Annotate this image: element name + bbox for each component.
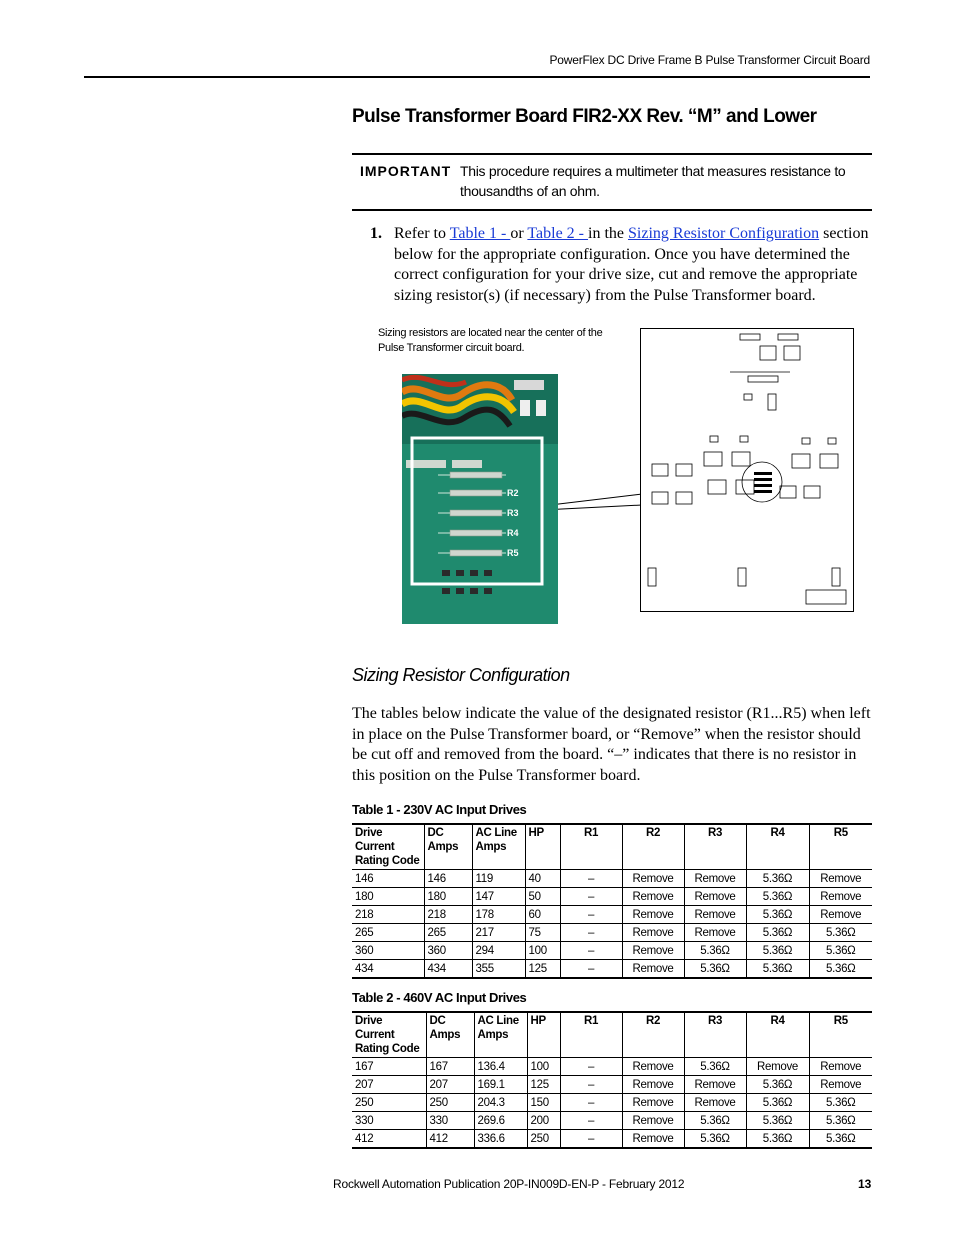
- table-cell: Remove: [809, 870, 872, 888]
- table-1-caption: Table 1 - 230V AC Input Drives: [352, 802, 527, 817]
- table-cell: 5.36Ω: [809, 960, 872, 979]
- table-cell: Remove: [809, 1076, 872, 1094]
- table-cell: 434: [424, 960, 472, 979]
- step-text-part: in the: [588, 225, 629, 242]
- table-cell: 5.36Ω: [746, 888, 809, 906]
- photo-label: R3: [507, 508, 519, 518]
- important-label: IMPORTANT: [360, 163, 452, 179]
- table-cell: 100: [527, 1058, 560, 1076]
- table-cell: 136.4: [474, 1058, 527, 1076]
- table-row: [352, 1094, 872, 1112]
- table-cell: Remove: [622, 1076, 684, 1094]
- table-cell: 218: [352, 906, 424, 924]
- table-cell: –: [560, 1112, 622, 1130]
- table-header-row: [352, 824, 872, 870]
- table-row: [352, 1130, 872, 1149]
- running-header: PowerFlex DC Drive Frame B Pulse Transformer Circuit Board: [549, 53, 870, 67]
- table-cell: –: [560, 942, 622, 960]
- table-cell: 5.36Ω: [684, 1130, 746, 1149]
- sizing-resistor-configuration-link[interactable]: Sizing Resistor Configuration: [628, 225, 820, 242]
- important-box: [352, 153, 872, 211]
- table-cell: 5.36Ω: [684, 1112, 746, 1130]
- table-cell: 5.36Ω: [809, 942, 872, 960]
- column-header: R2: [622, 824, 684, 870]
- table-cell: 5.36Ω: [746, 906, 809, 924]
- table-cell: 5.36Ω: [746, 1130, 809, 1149]
- table-cell: Remove: [622, 960, 684, 979]
- column-header: HP: [527, 1012, 560, 1058]
- table-cell: Remove: [746, 1058, 809, 1076]
- table-cell: 434: [352, 960, 424, 979]
- table-cell: 5.36Ω: [746, 1076, 809, 1094]
- table-row: [352, 1076, 872, 1094]
- table-cell: Remove: [809, 888, 872, 906]
- step-number: 1.: [370, 225, 382, 242]
- photo-label: R4: [507, 528, 519, 538]
- table-cell: Remove: [622, 870, 684, 888]
- table-1-link[interactable]: Table 1 -: [449, 225, 511, 242]
- table-cell: 5.36Ω: [684, 1058, 746, 1076]
- table-cell: Remove: [622, 942, 684, 960]
- table-cell: 218: [424, 906, 472, 924]
- table-cell: Remove: [684, 888, 746, 906]
- table-cell: 250: [426, 1094, 474, 1112]
- table-cell: 125: [525, 960, 560, 979]
- photo-label: R2: [507, 488, 519, 498]
- table-cell: 5.36Ω: [746, 1112, 809, 1130]
- column-header: HP: [525, 824, 560, 870]
- table-cell: –: [560, 1130, 622, 1149]
- column-header: R1: [560, 1012, 622, 1058]
- table-cell: Remove: [809, 906, 872, 924]
- table-cell: –: [560, 960, 622, 979]
- table-cell: 330: [426, 1112, 474, 1130]
- table-cell: 250: [527, 1130, 560, 1149]
- table-cell: Remove: [622, 906, 684, 924]
- table-row: [352, 960, 872, 979]
- table-header-row: [352, 1012, 872, 1058]
- table-cell: 330: [352, 1112, 426, 1130]
- table-cell: 5.36Ω: [809, 924, 872, 942]
- footer-publication: Rockwell Automation Publication 20P-IN009D-EN-P - February 2012: [333, 1177, 685, 1191]
- table-2-body: [352, 1012, 872, 1148]
- table-cell: Remove: [684, 870, 746, 888]
- table-cell: 5.36Ω: [809, 1094, 872, 1112]
- table-cell: 5.36Ω: [746, 924, 809, 942]
- table-row: [352, 1058, 872, 1076]
- step-text-part: section below for the appropriate configuration. Once you have determined the correct configuration for your drive size, cut and remove the appropriate sizing resistor(s) (if necessary) from the Pulse Transformer board.: [394, 225, 869, 304]
- table-row: [352, 924, 872, 942]
- photo-label: R5: [507, 548, 519, 558]
- table-cell: 360: [424, 942, 472, 960]
- table-cell: Remove: [622, 1112, 684, 1130]
- table-cell: 207: [426, 1076, 474, 1094]
- column-header: R4: [746, 1012, 809, 1058]
- table-cell: 167: [426, 1058, 474, 1076]
- column-header: Drive Current Rating Code: [352, 1012, 426, 1058]
- table-row: [352, 1112, 872, 1130]
- table-cell: 150: [527, 1094, 560, 1112]
- table-1: [352, 823, 872, 979]
- column-header: R3: [684, 824, 746, 870]
- header-rule: [84, 76, 870, 78]
- table-cell: Remove: [684, 1094, 746, 1112]
- table-cell: 360: [352, 942, 424, 960]
- table-cell: 355: [472, 960, 525, 979]
- table-cell: 200: [527, 1112, 560, 1130]
- sizing-subhead: Sizing Resistor Configuration: [352, 665, 570, 685]
- table-cell: 217: [472, 924, 525, 942]
- table-cell: –: [560, 1058, 622, 1076]
- table-cell: 147: [472, 888, 525, 906]
- section-title: Pulse Transformer Board FIR2-XX Rev. “M” and Lower: [352, 106, 817, 127]
- table-cell: 294: [472, 942, 525, 960]
- table-1-body: [352, 824, 872, 978]
- table-cell: 40: [525, 870, 560, 888]
- table-cell: 75: [525, 924, 560, 942]
- table-cell: 5.36Ω: [746, 1094, 809, 1112]
- table-cell: Remove: [622, 1058, 684, 1076]
- table-cell: 269.6: [474, 1112, 527, 1130]
- table-cell: –: [560, 906, 622, 924]
- table-cell: –: [560, 870, 622, 888]
- table-cell: 250: [352, 1094, 426, 1112]
- table-cell: –: [560, 888, 622, 906]
- column-header: R4: [746, 824, 809, 870]
- table-cell: 5.36Ω: [684, 960, 746, 979]
- table-cell: 5.36Ω: [809, 1112, 872, 1130]
- table-cell: 180: [352, 888, 424, 906]
- table-row: [352, 906, 872, 924]
- table-cell: 178: [472, 906, 525, 924]
- table-cell: Remove: [622, 1130, 684, 1149]
- column-header: DC Amps: [424, 824, 472, 870]
- table-cell: 50: [525, 888, 560, 906]
- column-header: Drive Current Rating Code: [352, 824, 424, 870]
- table-cell: Remove: [684, 1076, 746, 1094]
- table-row: [352, 870, 872, 888]
- table-cell: –: [560, 1094, 622, 1112]
- table-cell: Remove: [622, 888, 684, 906]
- table-cell: 5.36Ω: [746, 942, 809, 960]
- table-cell: Remove: [622, 924, 684, 942]
- table-2-link[interactable]: Table 2 -: [527, 225, 589, 242]
- table-cell: 146: [352, 870, 424, 888]
- column-header: R5: [809, 824, 872, 870]
- sizing-paragraph: The tables below indicate the value of the designated resistor (R1...R5) when left in place on the Pulse Transformer board, or “Remove” when the resistor should be cut off and removed from the board. “–” indicates that there is no resistor in this position on the Pulse Transformer board.: [352, 705, 871, 784]
- page-number: 13: [858, 1177, 872, 1191]
- column-header: R3: [684, 1012, 746, 1058]
- table-cell: Remove: [684, 906, 746, 924]
- table-cell: Remove: [622, 1094, 684, 1112]
- column-header: R5: [809, 1012, 872, 1058]
- column-header: R1: [560, 824, 622, 870]
- table-2-caption: Table 2 - 460V AC Input Drives: [352, 990, 527, 1005]
- table-cell: Remove: [684, 924, 746, 942]
- table-cell: 100: [525, 942, 560, 960]
- column-header: AC Line Amps: [474, 1012, 527, 1058]
- table-cell: 60: [525, 906, 560, 924]
- table-cell: 180: [424, 888, 472, 906]
- table-cell: 169.1: [474, 1076, 527, 1094]
- table-cell: Remove: [809, 1058, 872, 1076]
- table-cell: 167: [352, 1058, 426, 1076]
- table-row: [352, 942, 872, 960]
- table-cell: 5.36Ω: [809, 1130, 872, 1149]
- pulse-transformer-board-diagram: [640, 328, 854, 612]
- table-cell: –: [560, 1076, 622, 1094]
- table-cell: 146: [424, 870, 472, 888]
- table-cell: 5.36Ω: [684, 942, 746, 960]
- step-text-part: Refer to: [394, 225, 450, 242]
- table-cell: 125: [527, 1076, 560, 1094]
- circuit-board-photo: [402, 374, 558, 624]
- table-2: [352, 1011, 872, 1149]
- important-text: This procedure requires a multimeter that measures resistance to thousandths of an ohm.: [460, 163, 846, 199]
- table-row: [352, 888, 872, 906]
- step-1: [370, 224, 872, 306]
- table-cell: 336.6: [474, 1130, 527, 1149]
- table-cell: –: [560, 924, 622, 942]
- column-header: DC Amps: [426, 1012, 474, 1058]
- step-text-part: or: [510, 225, 528, 242]
- table-cell: 5.36Ω: [746, 960, 809, 979]
- table-cell: 265: [424, 924, 472, 942]
- table-cell: 412: [352, 1130, 426, 1149]
- column-header: R2: [622, 1012, 684, 1058]
- column-header: AC Line Amps: [472, 824, 525, 870]
- table-cell: 5.36Ω: [746, 870, 809, 888]
- table-cell: 204.3: [474, 1094, 527, 1112]
- table-cell: 207: [352, 1076, 426, 1094]
- table-cell: 119: [472, 870, 525, 888]
- step-text: [394, 224, 872, 306]
- figure-caption: Sizing resistors are located near the center of the Pulse Transformer circuit board.: [378, 327, 603, 354]
- table-cell: 412: [426, 1130, 474, 1149]
- table-cell: 265: [352, 924, 424, 942]
